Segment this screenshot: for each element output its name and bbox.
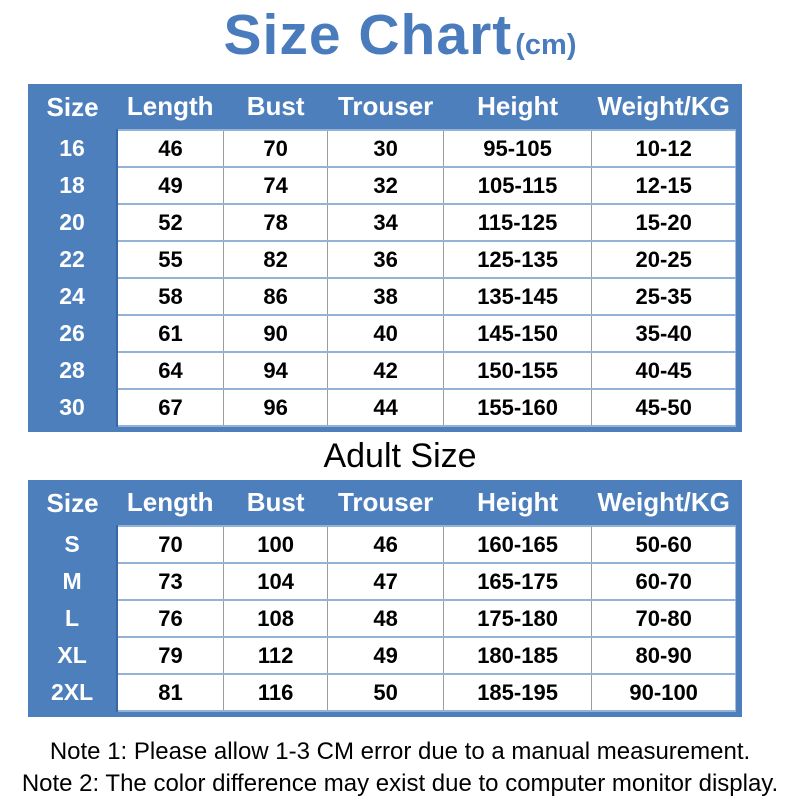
table-cell: 55 xyxy=(117,241,223,278)
table-cell: 175-180 xyxy=(443,600,592,637)
table-cell: 112 xyxy=(223,637,328,674)
row-header: XL xyxy=(28,637,117,674)
column-header: Weight/KG xyxy=(597,91,730,121)
table-cell: 32 xyxy=(328,167,443,204)
table-cell: 42 xyxy=(328,352,443,389)
table-cell: 10-12 xyxy=(592,130,736,167)
table-row xyxy=(28,637,736,674)
row-header: M xyxy=(28,563,117,600)
table-cell: 50 xyxy=(328,674,443,711)
row-header: 2XL xyxy=(28,674,117,711)
table-cell: 90 xyxy=(223,315,328,352)
table-cell: 25-35 xyxy=(592,278,736,315)
column-header: Size xyxy=(46,91,99,122)
table-cell: 40 xyxy=(328,315,443,352)
table-cell: 79 xyxy=(117,637,223,674)
column-header: Weight/KG xyxy=(597,487,730,517)
table-cell: 58 xyxy=(117,278,223,315)
table-cell: 35-40 xyxy=(592,315,736,352)
column-header: Trouser xyxy=(337,487,434,517)
column-header: Length xyxy=(126,487,214,517)
adult-size-table xyxy=(28,480,742,717)
kids-size-table xyxy=(28,84,742,432)
adult-size-table-grid xyxy=(28,480,736,712)
table-cell: 104 xyxy=(223,563,328,600)
table-row xyxy=(28,167,736,204)
table-cell: 100 xyxy=(223,526,328,563)
table-row xyxy=(28,204,736,241)
table-cell: 67 xyxy=(117,389,223,426)
table-cell: 94 xyxy=(223,352,328,389)
table-row xyxy=(28,600,736,637)
table-cell: 70 xyxy=(223,130,328,167)
table-row xyxy=(28,241,736,278)
table-row xyxy=(28,278,736,315)
table-cell: 108 xyxy=(223,600,328,637)
column-header: Bust xyxy=(246,487,305,517)
table-cell: 44 xyxy=(328,389,443,426)
table-cell: 160-165 xyxy=(443,526,592,563)
table-cell: 34 xyxy=(328,204,443,241)
column-header: Height xyxy=(477,487,558,517)
table-cell: 165-175 xyxy=(443,563,592,600)
table-row xyxy=(28,315,736,352)
table-cell: 15-20 xyxy=(592,204,736,241)
note-1: Note 1: Please allow 1-3 CM error due to a manual measurement. xyxy=(49,738,751,765)
table-cell: 38 xyxy=(328,278,443,315)
column-header: Bust xyxy=(246,91,305,121)
title-unit: (cm) xyxy=(515,29,577,61)
table-cell: 76 xyxy=(117,600,223,637)
table-cell: 90-100 xyxy=(592,674,736,711)
table-cell: 185-195 xyxy=(443,674,592,711)
table-cell: 47 xyxy=(328,563,443,600)
table-row xyxy=(28,130,736,167)
row-header: L xyxy=(28,600,117,637)
table-cell: 45-50 xyxy=(592,389,736,426)
table-cell: 115-125 xyxy=(443,204,592,241)
note-2: Note 2: The color difference may exist due to computer monitor display. xyxy=(21,770,779,797)
header-row xyxy=(28,84,736,130)
table-cell: 36 xyxy=(328,241,443,278)
table-cell: 86 xyxy=(223,278,328,315)
header-row xyxy=(28,480,736,526)
table-row xyxy=(28,674,736,711)
table-cell: 82 xyxy=(223,241,328,278)
table-cell: 73 xyxy=(117,563,223,600)
table-cell: 80-90 xyxy=(592,637,736,674)
table-cell: 52 xyxy=(117,204,223,241)
row-header: 30 xyxy=(28,389,117,426)
table-cell: 60-70 xyxy=(592,563,736,600)
table-cell: 135-145 xyxy=(443,278,592,315)
table-cell: 125-135 xyxy=(443,241,592,278)
column-header: Trouser xyxy=(337,91,434,121)
table-cell: 40-45 xyxy=(592,352,736,389)
row-header: 20 xyxy=(28,204,117,241)
row-header: 16 xyxy=(28,130,117,167)
table-cell: 95-105 xyxy=(443,130,592,167)
table-cell: 180-185 xyxy=(443,637,592,674)
page-title xyxy=(0,4,800,76)
column-header: Size xyxy=(46,487,99,518)
row-header: 28 xyxy=(28,352,117,389)
row-header: 24 xyxy=(28,278,117,315)
adult-size-heading: Adult Size xyxy=(323,437,477,475)
table-cell: 49 xyxy=(328,637,443,674)
table-cell: 46 xyxy=(328,526,443,563)
row-header: 22 xyxy=(28,241,117,278)
table-cell: 61 xyxy=(117,315,223,352)
table-cell: 145-150 xyxy=(443,315,592,352)
table-cell: 20-25 xyxy=(592,241,736,278)
table-cell: 96 xyxy=(223,389,328,426)
table-cell: 70 xyxy=(117,526,223,563)
table-cell: 155-160 xyxy=(443,389,592,426)
table-cell: 81 xyxy=(117,674,223,711)
kids-size-table-grid xyxy=(28,84,736,427)
table-cell: 74 xyxy=(223,167,328,204)
table-cell: 78 xyxy=(223,204,328,241)
notes xyxy=(0,736,800,800)
table-cell: 46 xyxy=(117,130,223,167)
table-row xyxy=(28,389,736,426)
row-header: 18 xyxy=(28,167,117,204)
table-cell: 64 xyxy=(117,352,223,389)
table-cell: 48 xyxy=(328,600,443,637)
column-header: Height xyxy=(477,91,558,121)
table-cell: 105-115 xyxy=(443,167,592,204)
table-cell: 116 xyxy=(223,674,328,711)
table-cell: 12-15 xyxy=(592,167,736,204)
table-row xyxy=(28,352,736,389)
table-cell: 70-80 xyxy=(592,600,736,637)
table-cell: 50-60 xyxy=(592,526,736,563)
table-row xyxy=(28,563,736,600)
table-cell: 30 xyxy=(328,130,443,167)
table-cell: 150-155 xyxy=(443,352,592,389)
table-cell: 49 xyxy=(117,167,223,204)
table-row xyxy=(28,526,736,563)
row-header: 26 xyxy=(28,315,117,352)
title-text: Size Chart xyxy=(223,3,513,67)
column-header: Length xyxy=(126,91,214,121)
row-header: S xyxy=(28,526,117,563)
